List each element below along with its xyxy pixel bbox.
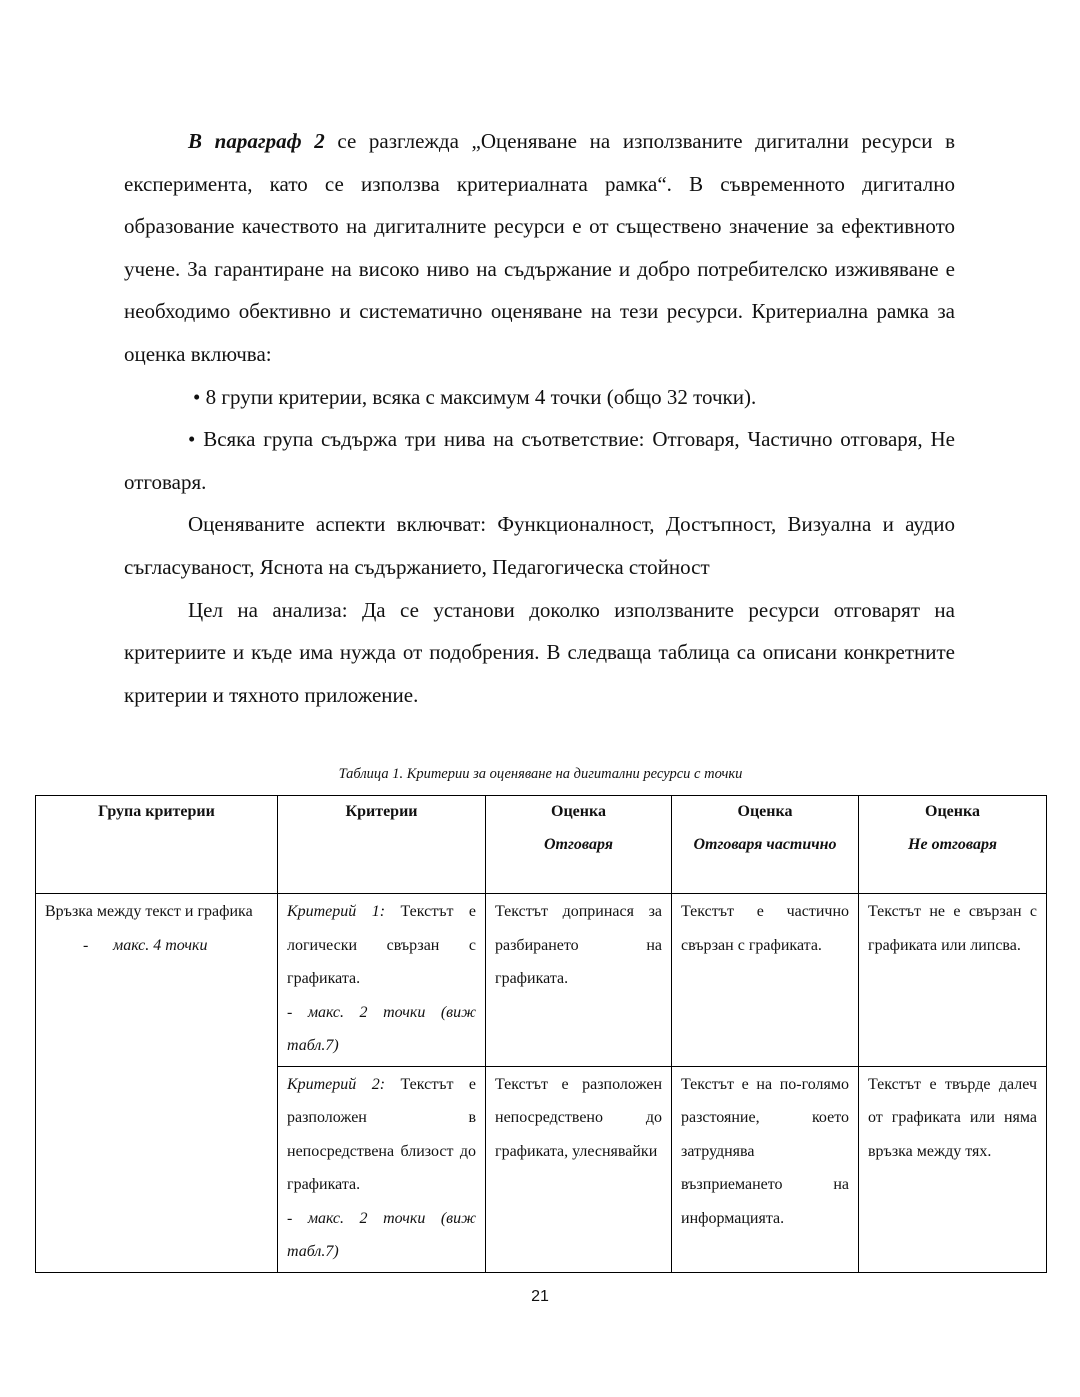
analysis-goal-paragraph: Цел на анализа: Да се установи доколко използваните ресурси отговарят на критериите и къде има нужда от подобрения. В следваща таблица са описани конкретните критерии и тяхното приложение. — [124, 597, 955, 707]
paragraph-reference: В параграф 2 — [188, 129, 325, 153]
table-caption: Таблица 1. Критерии за оценяване на дигитални ресурси с точки — [338, 766, 743, 782]
header-partial — [672, 796, 859, 894]
header-score-label: Оценка — [737, 803, 793, 820]
aspects-paragraph: Оценяваните аспекти включват: Функционалност, Достъпност, Визуална и аудио съгласуваност, Яснота на съдържанието, Педагогическа стойност — [124, 512, 955, 579]
not-meets-cell: Текстът не е свързан с графиката или липсва. — [859, 894, 1047, 1067]
group-max-points — [45, 929, 268, 963]
group-max-dash: - — [83, 936, 89, 954]
group-cell — [36, 894, 278, 1273]
bullet-item-compliance-levels: • Всяка група съдържа три нива на съответствие: Отговаря, Частично отговаря, Не отговаря. — [124, 427, 955, 494]
criterion-label: Критерий 1: — [287, 903, 386, 920]
header-not-meets — [859, 796, 1047, 894]
criterion-cell — [278, 1066, 486, 1272]
criterion-text: Текстът е разположен в непосредствена близост до графиката. — [287, 1075, 477, 1193]
bullet-item-criteria-groups: • 8 групи критерии, всяка с максимум 4 точки (общо 32 точки). — [193, 384, 757, 409]
criterion-max-points: - макс. 2 точки (виж табл.7) — [287, 1209, 476, 1260]
header-partial-label: Отговаря частично — [693, 835, 837, 853]
meets-cell: Текстът е разположен непосредствено до графиката, улеснявайки — [486, 1066, 672, 1272]
header-not-meets-label: Не отговаря — [908, 835, 997, 853]
partial-cell: Текстът е частично свързан с графиката. — [672, 894, 859, 1067]
header-score-label: Оценка — [551, 803, 606, 820]
table-header-row — [36, 796, 1047, 894]
meets-cell: Текстът допринася за разбирането на графиката. — [486, 894, 672, 1067]
criteria-table — [35, 795, 1047, 1273]
page-number: 21 — [531, 1288, 549, 1305]
header-criteria: Критерии — [278, 796, 486, 894]
header-group: Група критерии — [36, 796, 278, 894]
group-name: Връзка между текст и графика — [45, 903, 253, 920]
not-meets-cell: Текстът е твърде далеч от графиката или няма връзка между тях. — [859, 1066, 1047, 1272]
intro-paragraph — [124, 120, 955, 376]
intro-text: се разглежда „Оценяване на използваните дигитални ресурси в експеримента, като се използва критериалната рамка“. В съвременното дигитално образование качеството на дигиталните ресурси е от съществено значение за ефективното учене. За гарантиране на високо ниво на съдържание и добро потребителско изживяване е необходимо обективно и систематично оценяване на тези ресурси. Критериална рамка за оценка включва: — [124, 129, 955, 366]
document-body — [124, 120, 955, 716]
criterion-max-points: - макс. 2 точки (виж табл.7) — [287, 1003, 476, 1054]
group-max-label: макс. 4 точки — [113, 936, 208, 954]
table-row — [36, 894, 1047, 1067]
criterion-label: Критерий 2: — [287, 1075, 386, 1093]
criterion-cell — [278, 894, 486, 1067]
header-meets — [486, 796, 672, 894]
partial-cell: Текстът е на по-голямо разстояние, което затруднява възприемането на информацията. — [672, 1066, 859, 1272]
header-meets-label: Отговаря — [544, 835, 613, 853]
criterion-text: Текстът е логически свързан с графиката. — [287, 903, 477, 987]
header-score-label: Оценка — [925, 803, 980, 820]
